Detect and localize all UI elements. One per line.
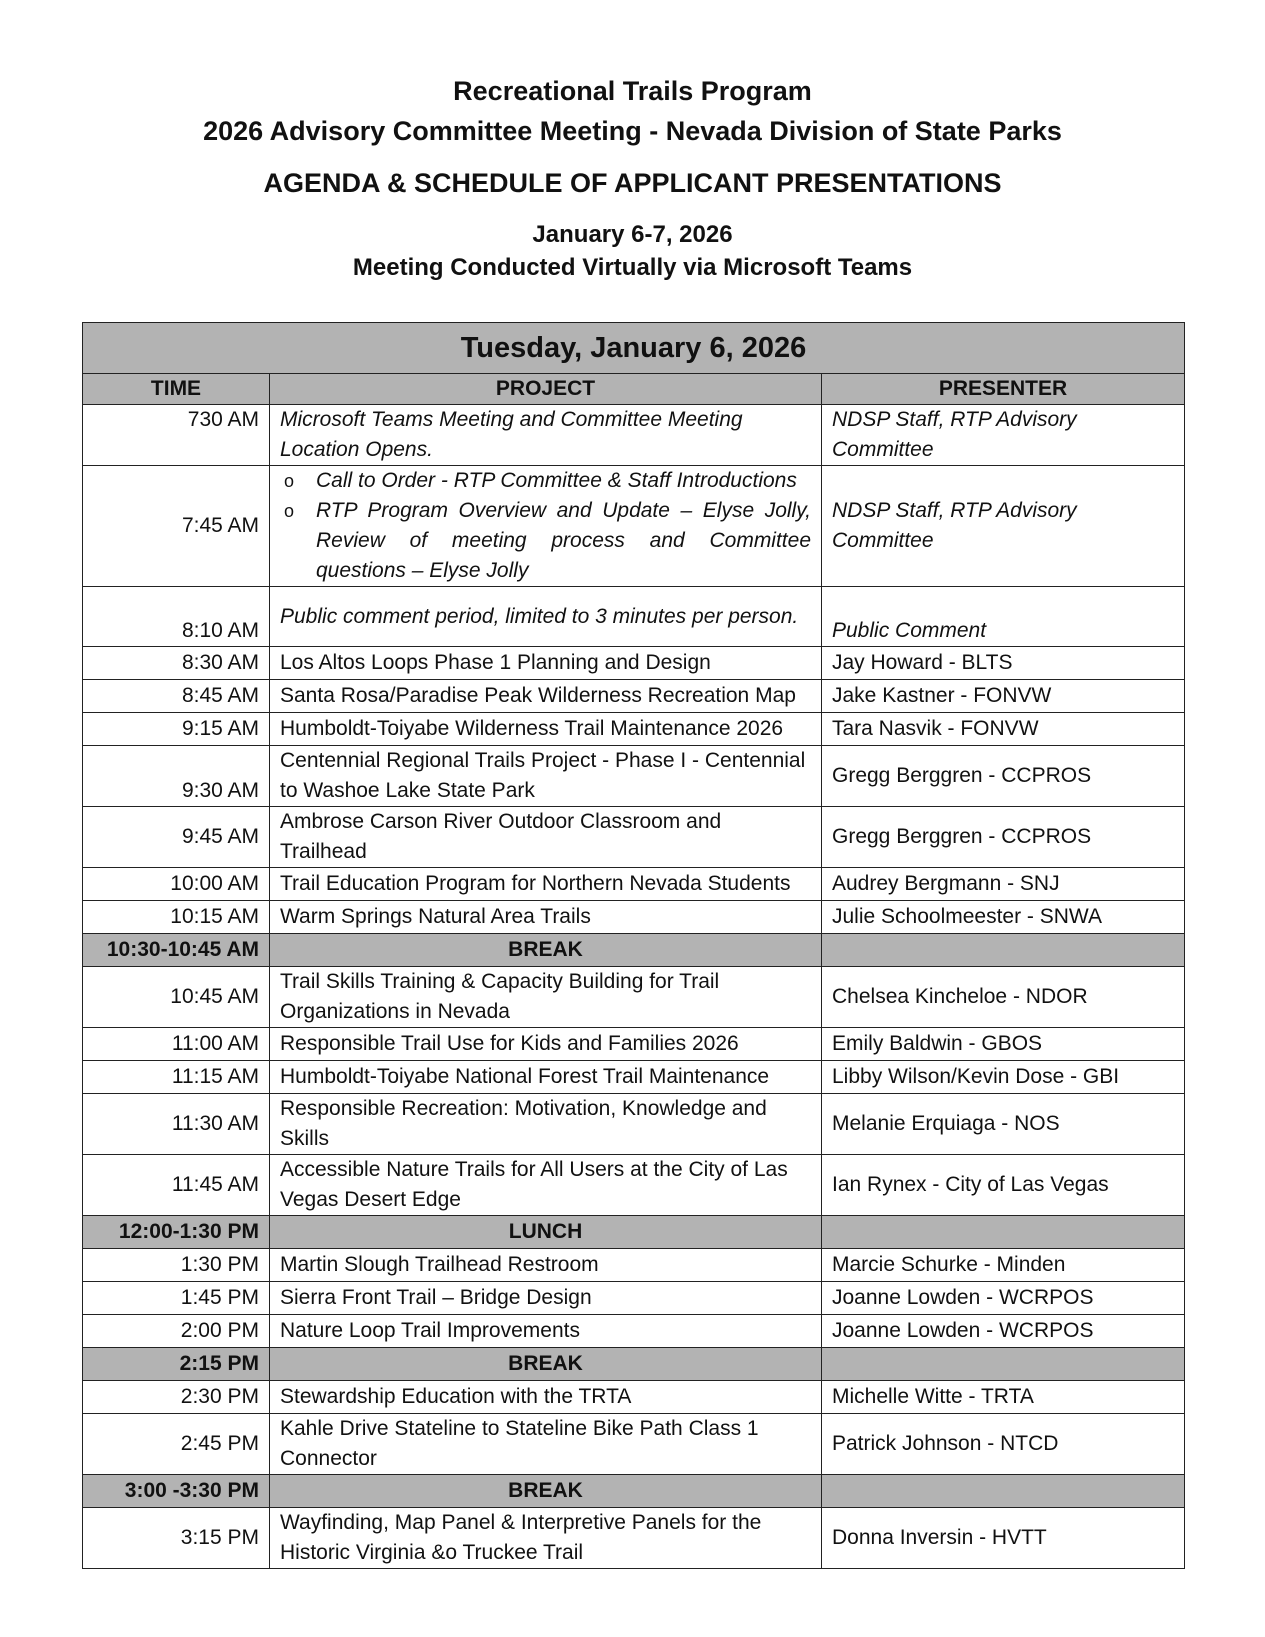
row-time: 3:00 -3:30 PM [83, 1475, 270, 1508]
project-column-header: PROJECT [270, 374, 822, 405]
row-presenter: Julie Schoolmeester - SNWA [822, 901, 1185, 934]
table-row [83, 967, 1185, 1028]
row-project: Public comment period, limited to 3 minutes per person. [270, 587, 822, 647]
row-project: Kahle Drive Stateline to Stateline Bike Path Class 1 Connector [270, 1414, 822, 1475]
row-presenter: Donna Inversin - HVTT [822, 1508, 1185, 1569]
row-presenter: Melanie Erquiaga - NOS [822, 1094, 1185, 1155]
row-time: 9:15 AM [83, 713, 270, 746]
time-column-header: TIME [83, 374, 270, 405]
row-project: Trail Skills Training & Capacity Building for Trail Organizations in Nevada [270, 967, 822, 1028]
row-time: 1:30 PM [83, 1249, 270, 1282]
row-presenter [822, 1475, 1185, 1508]
table-row [83, 746, 1185, 807]
row-time: 1:45 PM [83, 1282, 270, 1315]
bullet-list [280, 466, 811, 586]
row-presenter: NDSP Staff, RTP Advisory Committee [822, 466, 1185, 587]
row-presenter: Chelsea Kincheloe - NDOR [822, 967, 1185, 1028]
bullet-item: o Call to Order - RTP Committee & Staff Introductions [280, 466, 811, 496]
row-time: 10:30-10:45 AM [83, 934, 270, 967]
row-presenter [822, 1216, 1185, 1249]
column-header-row [83, 374, 1185, 405]
row-project: LUNCH [270, 1216, 822, 1249]
table-row [83, 647, 1185, 680]
row-presenter: Ian Rynex - City of Las Vegas [822, 1155, 1185, 1216]
row-time: 10:15 AM [83, 901, 270, 934]
table-row [83, 1414, 1185, 1475]
row-presenter: Joanne Lowden - WCRPOS [822, 1315, 1185, 1348]
program-title: Recreational Trails Program [453, 76, 812, 106]
row-time: 3:15 PM [83, 1508, 270, 1569]
row-time: 2:30 PM [83, 1381, 270, 1414]
row-time: 10:00 AM [83, 868, 270, 901]
break-row [83, 934, 1185, 967]
row-presenter [822, 1348, 1185, 1381]
table-row [83, 405, 1185, 466]
row-presenter: Jay Howard - BLTS [822, 647, 1185, 680]
row-time: 8:30 AM [83, 647, 270, 680]
row-presenter: Michelle Witte - TRTA [822, 1381, 1185, 1414]
row-project: BREAK [270, 934, 822, 967]
table-row [83, 1249, 1185, 1282]
table-row [83, 1061, 1185, 1094]
row-project: Santa Rosa/Paradise Peak Wilderness Recreation Map [270, 680, 822, 713]
row-project: BREAK [270, 1348, 822, 1381]
row-time: 7:45 AM [83, 466, 270, 587]
row-project: Centennial Regional Trails Project - Phase I - Centennial to Washoe Lake State Park [270, 746, 822, 807]
row-project: Humboldt-Toiyabe Wilderness Trail Maintenance 2026 [270, 713, 822, 746]
row-presenter: Jake Kastner - FONVW [822, 680, 1185, 713]
table-row [83, 1028, 1185, 1061]
presenter-column-header: PRESENTER [822, 374, 1185, 405]
agenda-title: AGENDA & SCHEDULE OF APPLICANT PRESENTATIONS [263, 168, 1002, 198]
meeting-date: January 6-7, 2026 [532, 221, 733, 248]
row-time: 12:00-1:30 PM [83, 1216, 270, 1249]
row-project: Microsoft Teams Meeting and Committee Meeting Location Opens. [270, 405, 822, 466]
table-row [83, 1094, 1185, 1155]
row-time: 11:30 AM [83, 1094, 270, 1155]
break-row [83, 1475, 1185, 1508]
lunch-row [83, 1216, 1185, 1249]
break-row [83, 1348, 1185, 1381]
row-project: Ambrose Carson River Outdoor Classroom and Trailhead [270, 807, 822, 868]
table-row [83, 868, 1185, 901]
table-row [83, 901, 1185, 934]
row-project: Sierra Front Trail – Bridge Design [270, 1282, 822, 1315]
row-presenter: Marcie Schurke - Minden [822, 1249, 1185, 1282]
row-project: BREAK [270, 1475, 822, 1508]
row-project: Humboldt-Toiyabe National Forest Trail Maintenance [270, 1061, 822, 1094]
bullet-item: o RTP Program Overview and Update – Elyse Jolly, Review of meeting process and Committee questions – Elyse Jolly [280, 496, 811, 586]
row-presenter [822, 934, 1185, 967]
row-time: 8:45 AM [83, 680, 270, 713]
row-presenter: Tara Nasvik - FONVW [822, 713, 1185, 746]
table-row [83, 713, 1185, 746]
row-presenter: Joanne Lowden - WCRPOS [822, 1282, 1185, 1315]
row-project: Martin Slough Trailhead Restroom [270, 1249, 822, 1282]
row-project: Trail Education Program for Northern Nevada Students [270, 868, 822, 901]
row-presenter: Audrey Bergmann - SNJ [822, 868, 1185, 901]
row-presenter: Gregg Berggren - CCPROS [822, 746, 1185, 807]
row-presenter: Public Comment [822, 587, 1185, 647]
row-project: Responsible Recreation: Motivation, Knowledge and Skills [270, 1094, 822, 1155]
row-time: 730 AM [83, 405, 270, 466]
table-row [83, 1508, 1185, 1569]
table-row [83, 587, 1185, 647]
table-row [83, 1155, 1185, 1216]
row-project: Los Altos Loops Phase 1 Planning and Design [270, 647, 822, 680]
day-title: Tuesday, January 6, 2026 [83, 323, 1185, 374]
table-row [83, 466, 1185, 587]
row-time: 9:30 AM [83, 746, 270, 807]
row-time: 2:00 PM [83, 1315, 270, 1348]
row-time: 11:45 AM [83, 1155, 270, 1216]
table-row [83, 807, 1185, 868]
table-row [83, 1282, 1185, 1315]
row-project [270, 466, 822, 587]
row-project: Warm Springs Natural Area Trails [270, 901, 822, 934]
row-presenter: NDSP Staff, RTP Advisory Committee [822, 405, 1185, 466]
row-project: Wayfinding, Map Panel & Interpretive Panels for the Historic Virginia &o Truckee Trail [270, 1508, 822, 1569]
row-time: 2:15 PM [83, 1348, 270, 1381]
row-time: 8:10 AM [83, 587, 270, 647]
table-row [83, 1315, 1185, 1348]
row-presenter: Emily Baldwin - GBOS [822, 1028, 1185, 1061]
row-time: 11:00 AM [83, 1028, 270, 1061]
row-time: 11:15 AM [83, 1061, 270, 1094]
meeting-title: 2026 Advisory Committee Meeting - Nevada Division of State Parks [203, 116, 1062, 146]
agenda-table [82, 322, 1185, 1569]
row-time: 10:45 AM [83, 967, 270, 1028]
table-row [83, 680, 1185, 713]
row-presenter: Libby Wilson/Kevin Dose - GBI [822, 1061, 1185, 1094]
table-row [83, 1381, 1185, 1414]
row-project: Responsible Trail Use for Kids and Families 2026 [270, 1028, 822, 1061]
row-project: Accessible Nature Trails for All Users at the City of Las Vegas Desert Edge [270, 1155, 822, 1216]
row-time: 9:45 AM [83, 807, 270, 868]
row-project: Stewardship Education with the TRTA [270, 1381, 822, 1414]
row-time: 2:45 PM [83, 1414, 270, 1475]
row-project: Nature Loop Trail Improvements [270, 1315, 822, 1348]
meeting-venue: Meeting Conducted Virtually via Microsoft Teams [352, 254, 913, 281]
row-presenter: Patrick Johnson - NTCD [822, 1414, 1185, 1475]
day-header-row [83, 323, 1185, 374]
row-presenter: Gregg Berggren - CCPROS [822, 807, 1185, 868]
